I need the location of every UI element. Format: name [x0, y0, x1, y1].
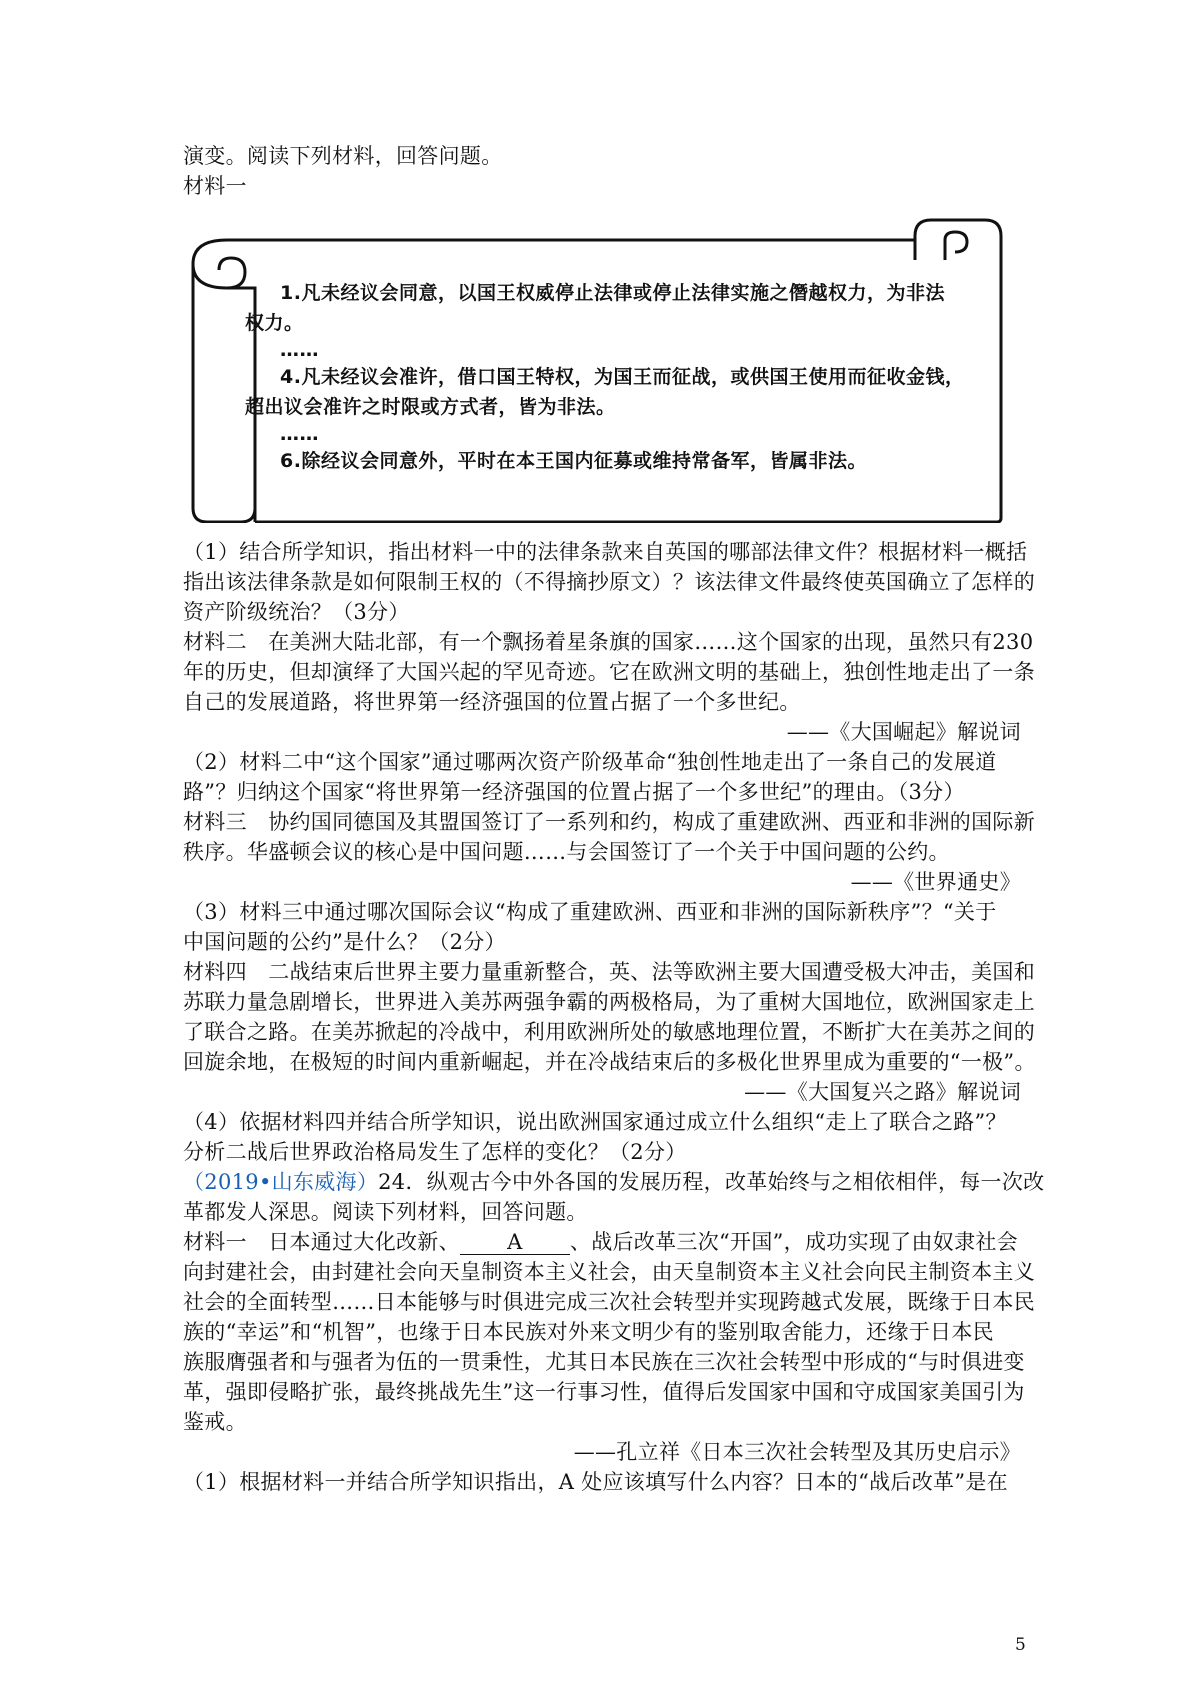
clause-4-line-2: 超出议会准许之时限或方式者，皆为非法。 — [245, 396, 616, 418]
material-4-source: ——《大国复兴之路》解说词 — [744, 1080, 1021, 1104]
question-24-text: 24．纵观古今中外各国的发展历程，改革始终与之相依相伴，每一次改 — [378, 1170, 1045, 1194]
question-1-line: 指出该法律条款是如何限制王权的（不得摘抄原文）？该法律文件最终使英国确立了怎样的 — [183, 570, 1035, 594]
japan-material-prefix: 材料一 日本通过大化改新、 — [183, 1230, 460, 1254]
material-2-source: ——《大国崛起》解说词 — [786, 720, 1021, 744]
material-4-line: 苏联力量急剧增长，世界进入美苏两强争霸的两极格局，为了重树大国地位，欧洲国家走上 — [183, 990, 1035, 1014]
material-4-line: 材料四 二战结束后世界主要力量重新整合，英、法等欧洲主要大国遭受极大冲击，美国和 — [183, 960, 1035, 984]
question-24-line — [183, 1167, 1045, 1197]
japan-material-line: 革，强即侵略扩张，最终挑战先生”这一行事习性，值得后发国家中国和守成国家美国引为 — [183, 1380, 1025, 1404]
clause-1-line-2: 权力。 — [245, 312, 304, 334]
japan-material-line: 向封建社会，由封建社会向天皇制资本主义社会，由天皇制资本主义社会向民主制资本主义 — [183, 1260, 1035, 1284]
fill-blank-a: A — [460, 1230, 570, 1255]
question-4-line: 分析二战后世界政治格局发生了怎样的变化？（2分） — [183, 1140, 687, 1164]
japan-material-source: ——孔立祥《日本三次社会转型及其历史启示》 — [573, 1440, 1021, 1464]
question-2-line: 路”？归纳这个国家“将世界第一经济强国的位置占据了一个多世纪”的理由。（3分） — [183, 780, 965, 804]
japan-material-suffix: 、战后改革三次“开国”，成功实现了由奴隶社会 — [569, 1230, 1018, 1254]
question-24-line: 革都发人深思。阅读下列材料，回答问题。 — [183, 1200, 588, 1224]
clause-1-line-1: 1.凡未经议会同意，以国王权威停止法律或停止法律实施之僭越权力，为非法 — [280, 282, 945, 304]
material-4-line: 了联合之路。在美苏掀起的冷战中，利用欧洲所处的敏感地理位置，不断扩大在美苏之间的 — [183, 1020, 1035, 1044]
clause-4-line-1: 4.凡未经议会准许，借口国王特权，为国王而征战，或供国王使用而征收金钱， — [280, 366, 965, 388]
question-3-line: （3）材料三中通过哪次国际会议“构成了重建欧洲、西亚和非洲的国际新秩序”？“关于 — [183, 900, 997, 924]
material-3-source: ——《世界通史》 — [850, 870, 1021, 894]
japan-material-line: 鉴戒。 — [183, 1410, 247, 1434]
japan-material-line: 族的“幸运”和“机智”，也缘于日本民族对外来文明少有的鉴别取舍能力，还缘于日本民 — [183, 1320, 994, 1344]
question-4-line: （4）依据材料四并结合所学知识，说出欧洲国家通过成立什么组织“走上了联合之路”？ — [183, 1110, 1007, 1134]
material-2-line: 自己的发展道路，将世界第一经济强国的位置占据了一个多世纪。 — [183, 690, 801, 714]
scroll-figure — [185, 218, 1023, 523]
japan-material-line — [183, 1227, 1021, 1257]
material-2-line: 材料二 在美洲大陆北部，有一个飘扬着星条旗的国家……这个国家的出现，虽然只有230 — [183, 630, 1034, 654]
material-3-line: 材料三 协约国同德国及其盟国签订了一系列和约，构成了重建欧洲、西亚和非洲的国际新 — [183, 810, 1035, 834]
ellipsis: …… — [280, 423, 319, 445]
ellipsis: …… — [280, 339, 319, 361]
text-line: 演变。阅读下列材料，回答问题。 — [183, 144, 503, 168]
material-4-line: 回旋余地，在极短的时间内重新崛起，并在冷战结束后的多极化世界里成为重要的“一极”。 — [183, 1050, 1036, 1074]
scroll-clauses — [245, 278, 985, 476]
question-source-tag: （2019•山东威海） — [183, 1170, 379, 1194]
material-3-line: 秩序。华盛顿会议的核心是中国问题……与会国签订了一个关于中国问题的公约。 — [183, 840, 950, 864]
question-1-line: （1）结合所学知识，指出材料一中的法律条款来自英国的哪部法律文件？根据材料一概括 — [183, 540, 1028, 564]
question-3-line: 中国问题的公约”是什么？（2分） — [183, 930, 506, 954]
material-label: 材料一 — [183, 174, 247, 198]
page-number: 5 — [1015, 1635, 1026, 1655]
question-1-line: 资产阶级统治？（3分） — [183, 600, 410, 624]
japan-material-line: 社会的全面转型……日本能够与时俱进完成三次社会转型并实现跨越式发展，既缘于日本民 — [183, 1290, 1035, 1314]
japan-question-1-line: （1）根据材料一并结合所学知识指出，A 处应该填写什么内容？日本的“战后改革”是在 — [183, 1470, 1008, 1494]
japan-material-line: 族服膺强者和与强者为伍的一贯秉性，尤其日本民族在三次社会转型中形成的“与时俱进变 — [183, 1350, 1025, 1374]
clause-6-line: 6.除经议会同意外，平时在本王国内征募或维持常备军，皆属非法。 — [280, 450, 867, 472]
material-2-line: 年的历史，但却演绎了大国兴起的罕见奇迹。它在欧洲文明的基础上，独创性地走出了一条 — [183, 660, 1035, 684]
question-2-line: （2）材料二中“这个国家”通过哪两次资产阶级革命“独创性地走出了一条自己的发展道 — [183, 750, 997, 774]
